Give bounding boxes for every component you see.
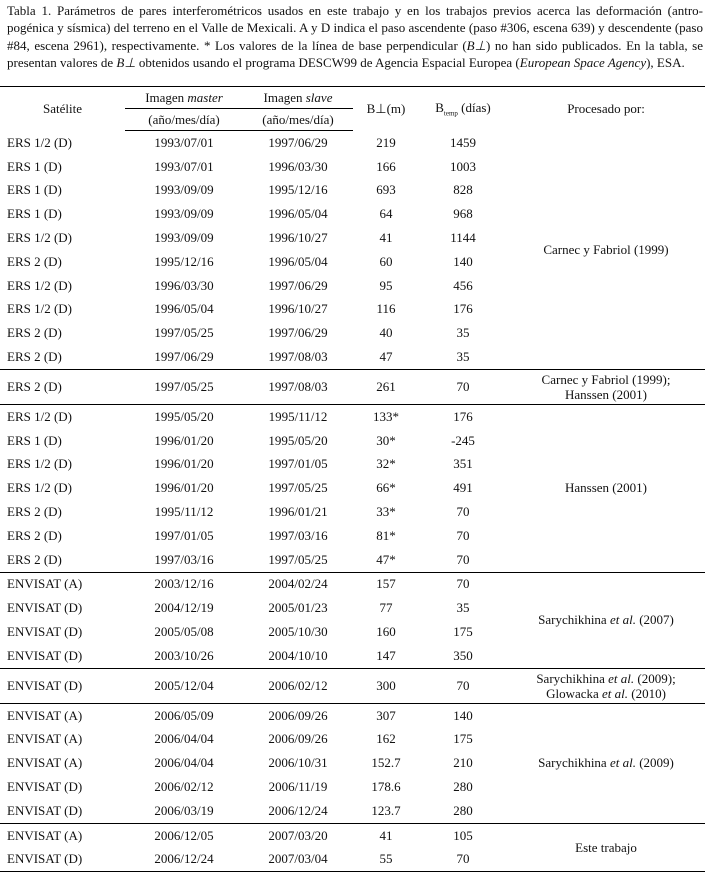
slave-date-cell: 1997/06/29 bbox=[268, 325, 328, 341]
master-date-cell: 2006/05/09 bbox=[154, 707, 214, 723]
bperp-cell: 95 bbox=[379, 277, 393, 293]
btemp-cell: 1144 bbox=[450, 230, 476, 246]
bperp-cell: 60 bbox=[379, 253, 393, 269]
master-date-cell: 1995/12/16 bbox=[154, 253, 214, 269]
bperp-cell: 162 bbox=[376, 731, 396, 747]
btemp-cell: 351 bbox=[453, 456, 473, 472]
slave-label: Imagen bbox=[263, 89, 306, 105]
master-date-cell: 1997/06/29 bbox=[125, 345, 243, 369]
master-label: Imagen bbox=[145, 89, 188, 105]
master-date-cell: 2004/12/19 bbox=[154, 600, 214, 616]
slave-date-cell: 2006/11/19 bbox=[268, 779, 328, 795]
bperp-cell: 116 bbox=[376, 301, 396, 317]
slave-date-cell: 2006/10/31 bbox=[268, 755, 328, 771]
caption-segment: obtenidos usando el programa DESCW99 de Agencia Espacial Europea ( bbox=[135, 54, 520, 70]
slave-date-format: (año/mes/día) bbox=[243, 109, 353, 131]
slave-date-cell: 1997/06/29 bbox=[268, 277, 328, 293]
slave-date-cell: 2006/09/26 bbox=[268, 731, 328, 747]
slave-date-cell: 2006/12/24 bbox=[243, 799, 353, 823]
master-date-cell: 2005/05/08 bbox=[154, 624, 214, 640]
satellite-cell: ERS 1/2 (D) bbox=[7, 456, 72, 472]
table-row bbox=[0, 131, 705, 155]
slave-date-cell: 2004/10/10 bbox=[243, 644, 353, 668]
master-date-cell: 2006/04/04 bbox=[154, 731, 214, 747]
slave-date-cell: 1996/10/27 bbox=[268, 230, 328, 246]
btemp-cell: 140 bbox=[453, 253, 473, 269]
btemp-cell: 1003 bbox=[450, 158, 476, 174]
satellite-cell: ENVISAT (D) bbox=[0, 668, 125, 703]
satellite-cell: ERS 2 (D) bbox=[7, 325, 62, 341]
satellite-cell: ENVISAT (A) bbox=[7, 731, 83, 747]
satellite-cell: ENVISAT (D) bbox=[0, 644, 125, 668]
caption-segment: Tabla 1. Parámetros de pares interferométricos usados en este trabajo y en los trabajos previos acerca las deformación (antro-pogénica y sísmica) del terreno en el Valle de Mexicali. A y D indica el paso ascendente (paso #306, escena 639) y descendente (paso #84, escena 2961), respectivamente. * Los valores de la línea de base perpendicular ( bbox=[7, 3, 703, 53]
satellite-cell: ERS 2 (D) bbox=[7, 253, 62, 269]
btemp-cell: 70 bbox=[456, 576, 470, 592]
master-date-cell: 2006/04/04 bbox=[154, 755, 214, 771]
slave-date-cell: 1996/05/04 bbox=[268, 253, 328, 269]
processed-by-cell: Sarychikhina et al. (2009); Glowacka et al. (2010) bbox=[507, 668, 705, 703]
bperp-cell: 693 bbox=[376, 182, 396, 198]
caption-segment: ), ESA. bbox=[646, 54, 685, 70]
slave-date-cell: 2004/02/24 bbox=[268, 576, 328, 592]
caption-segment: B⊥ bbox=[466, 37, 486, 53]
satellite-cell: ERS 1 (D) bbox=[7, 158, 62, 174]
master-date-cell: 2006/03/19 bbox=[125, 799, 243, 823]
slave-date-cell: 2007/03/04 bbox=[243, 848, 353, 872]
master-date-cell: 1993/09/09 bbox=[154, 230, 214, 246]
processed-by-cell: Carnec y Fabriol (1999) bbox=[507, 131, 705, 370]
table-row bbox=[0, 668, 705, 703]
slave-date-cell: 2005/01/23 bbox=[268, 600, 328, 616]
satellite-cell: ENVISAT (D) bbox=[0, 848, 125, 872]
btemp-cell: 70 bbox=[419, 848, 507, 872]
slave-date-cell: 1995/05/20 bbox=[268, 432, 328, 448]
satellite-cell: ENVISAT (A) bbox=[7, 827, 83, 843]
btemp-cell: 70 bbox=[456, 504, 470, 520]
master-date-cell: 1997/05/25 bbox=[125, 369, 243, 404]
btemp-cell: 35 bbox=[456, 600, 470, 616]
bperp-cell: 166 bbox=[376, 158, 396, 174]
bperp-cell: 55 bbox=[353, 848, 419, 872]
master-date-cell: 1997/05/25 bbox=[154, 325, 214, 341]
slave-em: slave bbox=[305, 89, 333, 105]
satellite-cell: ERS 1/2 (D) bbox=[7, 230, 72, 246]
bperp-cell: 152.7 bbox=[371, 755, 401, 771]
satellite-cell: ERS 1 (D) bbox=[7, 432, 62, 448]
col-header-master bbox=[125, 87, 243, 109]
satellite-cell: ENVISAT (A) bbox=[7, 576, 83, 592]
col-header-satellite: Satélite bbox=[0, 87, 125, 131]
table-row bbox=[0, 823, 705, 847]
master-date-cell: 2003/10/26 bbox=[125, 644, 243, 668]
btemp-cell: 176 bbox=[453, 301, 473, 317]
bperp-cell: 41 bbox=[379, 827, 393, 843]
master-date-cell: 1996/01/20 bbox=[154, 456, 214, 472]
bperp-cell: 77 bbox=[379, 600, 393, 616]
slave-date-cell: 2006/02/12 bbox=[243, 668, 353, 703]
table-row bbox=[0, 369, 705, 404]
satellite-cell: ERS 1/2 (D) bbox=[7, 134, 72, 150]
slave-date-cell: 2006/09/26 bbox=[268, 707, 328, 723]
slave-date-cell: 1996/10/27 bbox=[268, 301, 328, 317]
master-date-cell: 1993/07/01 bbox=[154, 134, 214, 150]
master-date-cell: 2003/12/16 bbox=[154, 576, 214, 592]
satellite-cell: ERS 2 (D) bbox=[0, 369, 125, 404]
master-date-cell: 2006/12/24 bbox=[125, 848, 243, 872]
bperp-cell: 147 bbox=[353, 644, 419, 668]
caption-segment: ) no han sido publicados. En la tabla, se presentan valores de bbox=[7, 37, 703, 70]
bperp-cell: 219 bbox=[376, 134, 396, 150]
btemp-unit: (días) bbox=[457, 99, 491, 115]
bperp-cell: 261 bbox=[353, 369, 419, 404]
slave-date-cell: 1995/11/12 bbox=[268, 408, 328, 424]
processed-by-cell: Carnec y Fabriol (1999); Hanssen (2001) bbox=[507, 369, 705, 404]
bperp-cell: 178.6 bbox=[371, 779, 401, 795]
bperp-cell: 33* bbox=[376, 504, 396, 520]
btemp-sub: temp bbox=[443, 109, 458, 118]
satellite-cell: ERS 1 (D) bbox=[7, 182, 62, 198]
bperp-cell: 47 bbox=[353, 345, 419, 369]
master-date-cell: 2006/02/12 bbox=[154, 779, 214, 795]
caption-segment: B⊥ bbox=[116, 54, 136, 70]
btemp-cell: 968 bbox=[453, 206, 473, 222]
table-row bbox=[0, 703, 705, 727]
bperp-cell: 32* bbox=[376, 456, 396, 472]
satellite-cell: ERS 1/2 (D) bbox=[7, 408, 72, 424]
slave-date-cell: 1997/08/03 bbox=[243, 345, 353, 369]
btemp-cell: 280 bbox=[453, 779, 473, 795]
bperp-cell: 30* bbox=[376, 432, 396, 448]
interferometric-pairs-table bbox=[0, 86, 705, 872]
btemp-cell: 280 bbox=[419, 799, 507, 823]
bperp-cell: 66* bbox=[376, 480, 396, 496]
caption-segment: European Space Agency bbox=[519, 54, 647, 70]
processed-by-cell: Hanssen (2001) bbox=[507, 404, 705, 572]
bperp-cell: 133* bbox=[373, 408, 399, 424]
slave-date-cell: 1997/05/25 bbox=[243, 548, 353, 572]
satellite-cell: ENVISAT (A) bbox=[7, 755, 83, 771]
bperp-cell: 160 bbox=[376, 624, 396, 640]
bperp-cell: 157 bbox=[376, 576, 396, 592]
btemp-cell: 70 bbox=[419, 668, 507, 703]
satellite-cell: ERS 2 (D) bbox=[0, 345, 125, 369]
processed-by-cell: Este trabajo bbox=[507, 823, 705, 872]
bperp-cell: 47* bbox=[353, 548, 419, 572]
bperp-cell: 64 bbox=[379, 206, 393, 222]
table-row bbox=[0, 572, 705, 596]
bperp-cell: 81* bbox=[376, 527, 396, 543]
master-date-cell: 1993/09/09 bbox=[154, 206, 214, 222]
master-date-cell: 1996/03/30 bbox=[154, 277, 214, 293]
btemp-b: B bbox=[435, 99, 444, 115]
processed-by-cell: Sarychikhina et al. (2009) bbox=[507, 703, 705, 823]
col-header-slave bbox=[243, 87, 353, 109]
btemp-cell: 176 bbox=[453, 408, 473, 424]
master-date-cell: 1996/01/20 bbox=[154, 480, 214, 496]
satellite-cell: ERS 1 (D) bbox=[7, 206, 62, 222]
master-date-cell: 1995/05/20 bbox=[154, 408, 214, 424]
slave-date-cell: 2005/10/30 bbox=[268, 624, 328, 640]
bperp-cell: 40 bbox=[379, 325, 393, 341]
satellite-cell: ENVISAT (D) bbox=[0, 799, 125, 823]
master-date-cell: 2006/12/05 bbox=[154, 827, 214, 843]
btemp-cell: 35 bbox=[456, 325, 470, 341]
master-date-cell: 1993/07/01 bbox=[154, 158, 214, 174]
satellite-cell: ENVISAT (D) bbox=[7, 624, 83, 640]
satellite-cell: ERS 2 (D) bbox=[0, 548, 125, 572]
btemp-cell: 175 bbox=[453, 731, 473, 747]
btemp-cell: 70 bbox=[419, 369, 507, 404]
btemp-cell: 350 bbox=[419, 644, 507, 668]
master-date-cell: 1996/05/04 bbox=[154, 301, 214, 317]
slave-date-cell: 1997/06/29 bbox=[268, 134, 328, 150]
slave-date-cell: 1997/01/05 bbox=[268, 456, 328, 472]
master-date-format: (año/mes/día) bbox=[125, 109, 243, 131]
slave-date-cell: 1996/05/04 bbox=[268, 206, 328, 222]
master-em: master bbox=[187, 89, 223, 105]
btemp-cell: 140 bbox=[453, 707, 473, 723]
btemp-cell: 70 bbox=[456, 527, 470, 543]
satellite-cell: ENVISAT (D) bbox=[7, 600, 83, 616]
satellite-cell: ERS 1/2 (D) bbox=[7, 480, 72, 496]
btemp-cell: 1459 bbox=[450, 134, 476, 150]
col-header-btemp bbox=[419, 87, 507, 131]
btemp-cell: -245 bbox=[451, 432, 475, 448]
col-header-bperp: B⊥(m) bbox=[353, 87, 419, 131]
satellite-cell: ENVISAT (D) bbox=[7, 779, 83, 795]
bperp-cell: 300 bbox=[353, 668, 419, 703]
slave-date-cell: 1996/03/30 bbox=[268, 158, 328, 174]
master-date-cell: 1997/01/05 bbox=[154, 527, 214, 543]
satellite-cell: ERS 2 (D) bbox=[7, 527, 62, 543]
slave-date-cell: 1997/03/16 bbox=[268, 527, 328, 543]
bperp-cell: 307 bbox=[376, 707, 396, 723]
satellite-cell: ERS 1/2 (D) bbox=[7, 301, 72, 317]
btemp-cell: 491 bbox=[453, 480, 473, 496]
master-date-cell: 2005/12/04 bbox=[125, 668, 243, 703]
satellite-cell: ERS 2 (D) bbox=[7, 504, 62, 520]
satellite-cell: ENVISAT (A) bbox=[7, 707, 83, 723]
btemp-cell: 828 bbox=[453, 182, 473, 198]
table-caption bbox=[7, 2, 703, 71]
slave-date-cell: 1997/05/25 bbox=[268, 480, 328, 496]
slave-date-cell: 1996/01/21 bbox=[268, 504, 328, 520]
satellite-cell: ERS 1/2 (D) bbox=[7, 277, 72, 293]
btemp-cell: 35 bbox=[419, 345, 507, 369]
btemp-cell: 70 bbox=[419, 548, 507, 572]
bperp-cell: 123.7 bbox=[353, 799, 419, 823]
btemp-cell: 456 bbox=[453, 277, 473, 293]
processed-by-cell: Sarychikhina et al. (2007) bbox=[507, 572, 705, 668]
btemp-cell: 210 bbox=[453, 755, 473, 771]
master-date-cell: 1997/03/16 bbox=[125, 548, 243, 572]
master-date-cell: 1993/09/09 bbox=[154, 182, 214, 198]
slave-date-cell: 2007/03/20 bbox=[268, 827, 328, 843]
table-row bbox=[0, 404, 705, 428]
bperp-cell: 41 bbox=[379, 230, 393, 246]
master-date-cell: 1996/01/20 bbox=[154, 432, 214, 448]
slave-date-cell: 1995/12/16 bbox=[268, 182, 328, 198]
master-date-cell: 1995/11/12 bbox=[154, 504, 214, 520]
btemp-cell: 175 bbox=[453, 624, 473, 640]
col-header-processed-by: Procesado por: bbox=[507, 87, 705, 131]
slave-date-cell: 1997/08/03 bbox=[243, 369, 353, 404]
btemp-cell: 105 bbox=[453, 827, 473, 843]
